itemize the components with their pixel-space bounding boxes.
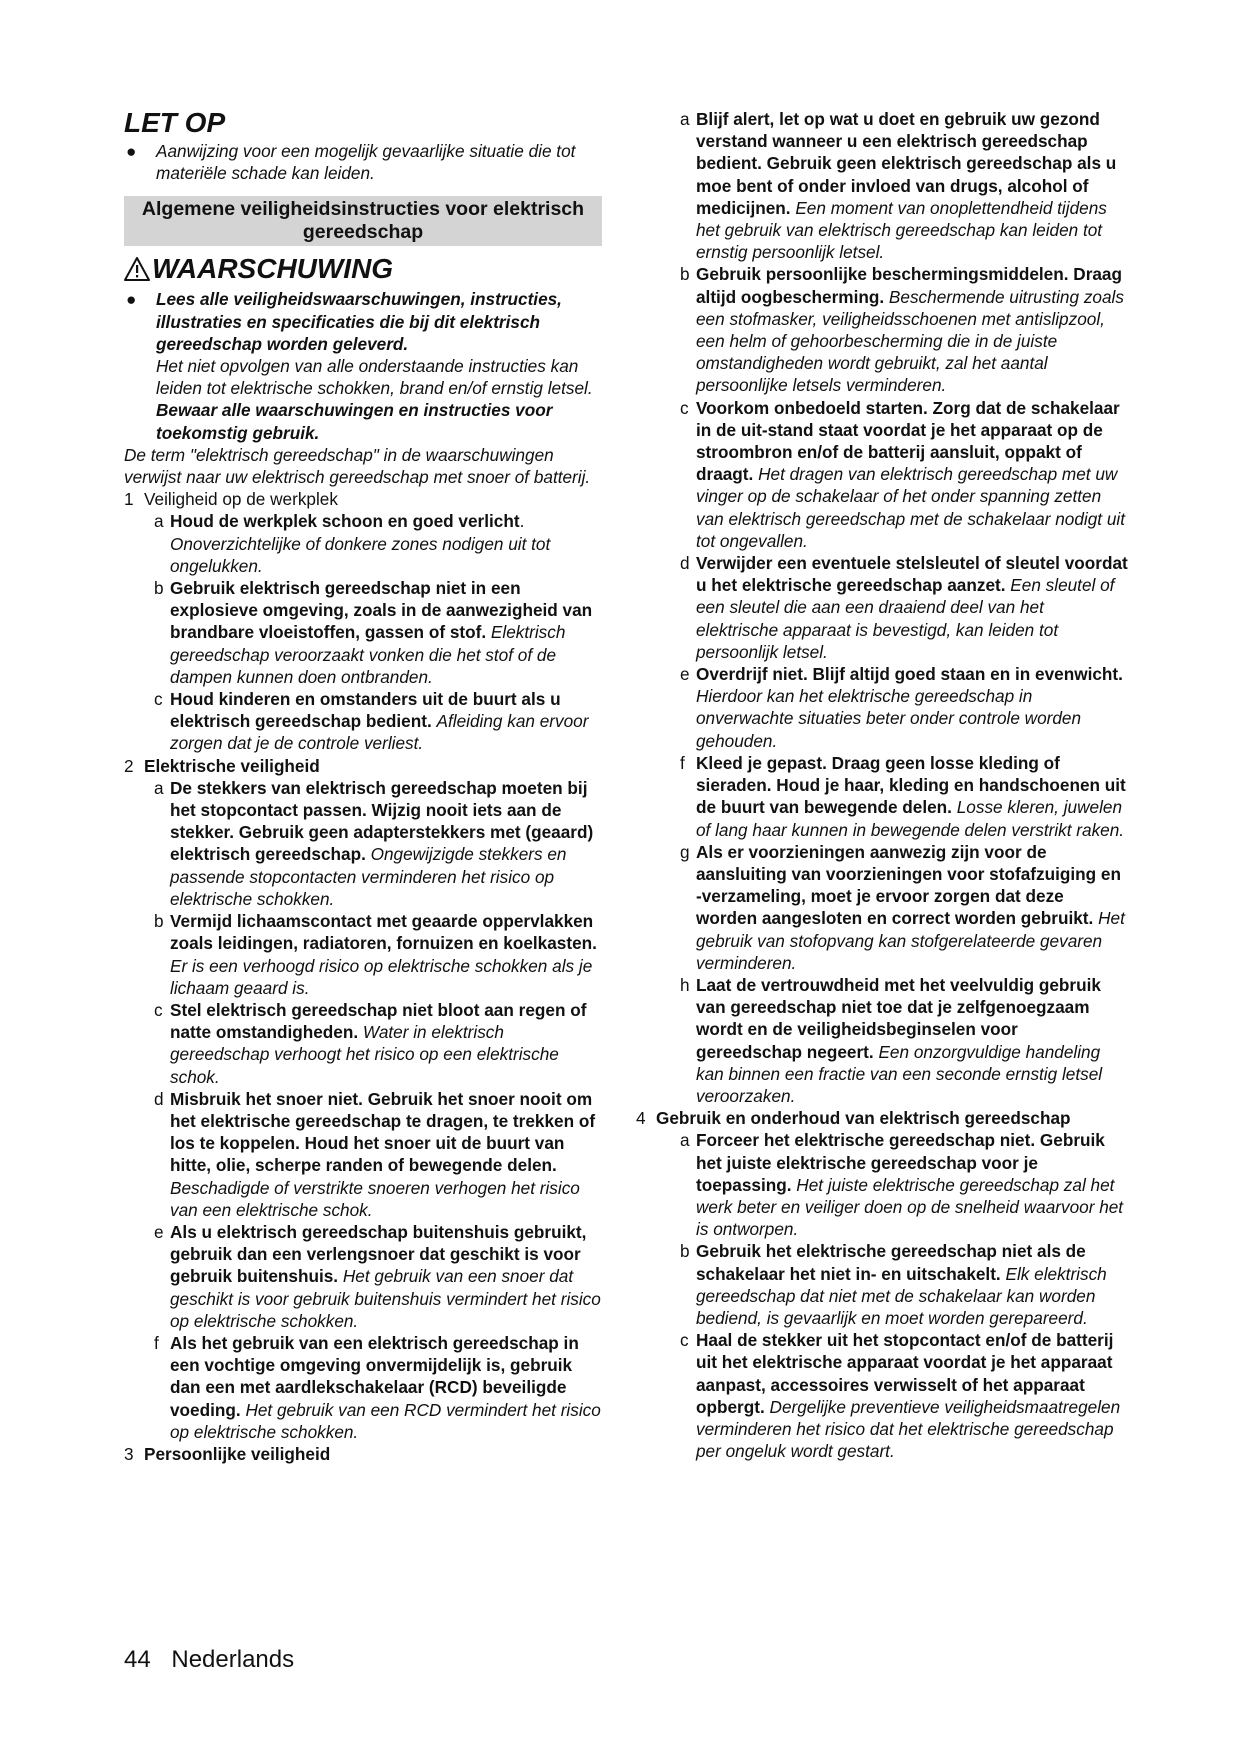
item-italic-text: Het juiste elektrische gereedschap zal het werk beter en veiliger doen op de snelheid waarvoor het is ontworpen. — [696, 1174, 1124, 1240]
warning-normal-text: Het niet opvolgen van alle onderstaande instructies kan leiden tot elektrische schokken, brand en/of ernstig letsel. — [156, 356, 593, 399]
item-letter: b — [154, 578, 164, 599]
section-2-heading — [124, 755, 602, 777]
section-3-items — [650, 108, 1128, 1107]
warning-title-row — [124, 254, 602, 284]
item-letter: d — [680, 553, 690, 574]
item-italic-text: Het dragen van elektrisch gereedschap met uw vinger op de schakelaar of het onder spanning zetten van elektrisch gereedschap met de schakelaar nodigt uit tot ongevallen. — [696, 464, 1125, 551]
footer-language: Nederlands — [171, 1646, 295, 1673]
item-letter: e — [680, 664, 690, 685]
item-text — [696, 1240, 1128, 1329]
item-letter: b — [680, 264, 690, 285]
section-1-heading — [124, 488, 602, 510]
warning-bold-text-2: Bewaar alle waarschuwingen en instructies voor toekomstig gebruik. — [156, 400, 553, 443]
item-text — [696, 663, 1128, 752]
item-bold-text: Misbruik het snoer niet. Gebruik het snoer nooit om het elektrische gereedschap te dragen, te trekken of los te koppelen. Houd het snoer uit de buurt van hitte, olie, scherpe randen of bewegende delen. — [170, 1088, 596, 1176]
item-italic-text: Het gebruik van een RCD vermindert het risico op elektrische schokken. — [170, 1399, 601, 1442]
list-item — [650, 1329, 1128, 1462]
item-text — [696, 752, 1128, 841]
item-plain-text: . — [519, 511, 525, 532]
section-title: Persoonlijke veiligheid — [144, 1443, 331, 1464]
list-item — [650, 1129, 1128, 1240]
item-bold-text: Kleed je gepast. Draag geen losse kleding of sieraden. Houd je haar, kleding en handschoenen uit de buurt van bewegende delen. — [696, 752, 1126, 818]
list-item — [124, 777, 602, 910]
section-1-items — [124, 510, 602, 754]
item-italic-text: Het gebruik van een snoer dat geschikt is voor gebruik buitenshuis vermindert het risico op elektrische schokken. — [170, 1266, 601, 1331]
section-3-heading — [124, 1443, 602, 1465]
item-italic-text: Beschadigde of verstrikte snoeren verhogen het risico van een elektrische schok. — [170, 1177, 580, 1220]
section-number: 2 — [124, 755, 134, 776]
bullet-dot: ● — [126, 289, 137, 310]
item-text — [696, 552, 1128, 663]
item-italic-text: Losse kleren, juwelen of lang haar kunnen in bewegende delen verstrikt raken. — [696, 797, 1125, 840]
item-text — [696, 974, 1128, 1107]
warning-triangle-icon — [124, 256, 150, 282]
section-number: 1 — [124, 489, 134, 510]
item-italic-text: Water in elektrisch gereedschap verhoogt het risico op een elektrische schok. — [170, 1022, 559, 1087]
item-text — [696, 841, 1128, 974]
section-title: Gebruik en onderhoud van elektrisch gereedschap — [656, 1108, 1071, 1129]
item-text — [696, 1329, 1128, 1462]
item-bold-text: Gebruik elektrisch gereedschap niet in een explosieve omgeving, zoals in de aanwezigheid van brandbare vloeistoffen, gassen of stof. — [170, 578, 593, 643]
item-text — [170, 777, 602, 910]
item-italic-text: Een moment van onoplettendheid tijdens het gebruik van elektrisch gereedschap kan leiden tot ernstig persoonlijk letsel. — [696, 197, 1107, 263]
item-letter: g — [680, 841, 690, 862]
item-letter: d — [154, 1088, 164, 1109]
page-number: 44 — [124, 1646, 151, 1673]
list-item — [650, 552, 1128, 663]
item-text — [170, 1088, 602, 1221]
item-bold-text: Gebruik persoonlijke beschermingsmiddelen. Draag altijd oogbescherming. — [696, 264, 1122, 307]
item-letter: f — [154, 1332, 159, 1353]
item-italic-text: Beschermende uitrusting zoals een stofmasker, veiligheidsschoenen met antislipzool, een helm of gehoorbescherming die in de juiste omstandigheden wordt gebruikt, zal het aantal persoonlijke letsels verminderen. — [696, 286, 1124, 396]
section-header: Algemene veiligheidsinstructies voor elektrisch gereedschap — [124, 196, 602, 246]
letop-bullet-row — [124, 140, 602, 184]
item-bold-text: Haal de stekker uit het stopcontact en/of de batterij uit het elektrische apparaat voordat je het apparaat aanpast, accessoires verwisselt of het apparaat opbergt. — [696, 1330, 1114, 1417]
list-item — [124, 510, 602, 577]
item-bold-text: Vermijd lichaamscontact met geaarde oppervlakken zoals leidingen, radiatoren, fornuizen en koelkasten. — [170, 911, 597, 954]
item-text — [170, 999, 602, 1088]
list-item — [650, 1240, 1128, 1329]
warning-bold-text: Lees alle veiligheidswaarschuwingen, instructies, illustraties en specificaties die bij dit elektrisch gereedschap worden geleverd. — [156, 289, 562, 354]
item-text — [170, 910, 602, 999]
item-letter: c — [680, 397, 689, 418]
page-footer — [124, 1646, 294, 1674]
section-4-heading — [636, 1107, 1128, 1129]
item-bold-text: Laat de vertrouwdheid met het veelvuldig gebruik van gereedschap niet toe dat je zelfgenoegzaam wordt en de veiligheidsbeginselen voor gereedschap negeert. — [696, 974, 1101, 1062]
item-italic-text: Elektrisch gereedschap veroorzaakt vonken die het stof of de dampen kunnen doen ontbranden. — [170, 622, 566, 687]
item-bold-text: Voorkom onbedoeld starten. Zorg dat de schakelaar in de uit-stand staat voordat je het apparaat op de stroombron en/of de batterij aansluit, oppakt of draagt. — [696, 397, 1120, 485]
item-letter: f — [680, 752, 685, 773]
item-bold-text: Stel elektrisch gereedschap niet bloot aan regen of natte omstandigheden. — [170, 999, 587, 1043]
item-italic-text: Hierdoor kan het elektrische gereedschap in onverwachte situaties beter onder controle worden gehouden. — [696, 686, 1082, 751]
letop-title: LET OP — [124, 107, 226, 138]
item-italic-text: Onoverzichtelijke of donkere zones nodigen uit tot ongelukken. — [170, 533, 551, 576]
section-number: 4 — [636, 1108, 646, 1129]
item-letter: c — [154, 999, 163, 1020]
warning-bullet-text — [156, 288, 602, 443]
item-italic-text: Afleiding kan ervoor zorgen dat je de controle verliest. — [170, 711, 589, 754]
item-letter: a — [154, 511, 164, 532]
item-italic-text: Het gebruik van stofopvang kan stofgerelateerde gevaren verminderen. — [696, 908, 1125, 973]
warning-bullet-row — [124, 288, 602, 443]
item-letter: b — [680, 1241, 690, 1262]
list-item — [650, 663, 1128, 752]
item-bold-text: Houd kinderen en omstanders uit de buurt als u elektrisch gereedschap bedient. — [170, 689, 561, 732]
list-item — [650, 263, 1128, 396]
item-bold-text: Als het gebruik van een elektrisch gereedschap in een vochtige omgeving onvermijdelijk is, gebruik dan een met aardlekschakelaar (RCD) beveiligde voeding. — [170, 1332, 579, 1420]
section-title: Elektrische veiligheid — [144, 755, 320, 776]
item-letter: a — [680, 109, 690, 129]
item-bold-text: Verwijder een eventuele stelsleutel of sleutel voordat u het elektrische gereedschap aanzet. — [696, 553, 1128, 596]
item-italic-text: Elk elektrisch gereedschap dat niet met de schakelaar kan worden bediend, is gevaarlijk en moet worden gerepareerd. — [696, 1263, 1107, 1328]
item-text — [696, 397, 1128, 552]
list-item — [650, 108, 1128, 263]
warning-title: WAARSCHUWING — [152, 253, 394, 285]
list-item — [124, 999, 602, 1088]
item-italic-text: Dergelijke preventieve veiligheidsmaatregelen verminderen het risico dat het elektrische gereedschap per ongeluk wordt gestart. — [696, 1396, 1121, 1462]
item-text — [696, 1129, 1128, 1240]
item-bold-text: Houd de werkplek schoon en goed verlicht — [170, 511, 520, 532]
item-bold-text: Als u elektrisch gereedschap buitenshuis gebruikt, gebruik dan een verlengsnoer dat geschikt is voor gebruik buitenshuis. — [170, 1221, 587, 1287]
list-item — [124, 688, 602, 755]
list-item — [650, 841, 1128, 974]
list-item — [124, 1332, 602, 1443]
item-letter: h — [680, 974, 690, 995]
item-letter: a — [154, 777, 164, 798]
item-letter: e — [154, 1221, 164, 1242]
bullet-dot: ● — [126, 141, 137, 161]
list-item — [124, 910, 602, 999]
right-column — [636, 108, 1128, 1462]
item-letter: c — [680, 1330, 689, 1351]
item-italic-text: Een onzorgvuldige handeling kan binnen een fractie van een seconde ernstig letsel veroorzaken. — [696, 1041, 1103, 1106]
item-text — [696, 263, 1128, 396]
list-item — [124, 577, 602, 688]
item-text — [170, 1332, 602, 1443]
item-letter: a — [680, 1130, 690, 1151]
term-text: De term "elektrisch gereedschap" in de waarschuwingen verwijst naar uw elektrisch gereedschap met snoer of batterij. — [124, 444, 591, 488]
list-item — [650, 397, 1128, 552]
item-text — [170, 577, 602, 688]
item-bold-text: Blijf alert, let op wat u doet en gebruik uw gezond verstand wanneer u een elektrisch gereedschap bedient. Gebruik geen elektrisch gereedschap als u moe bent of onder invloed van drugs, alcohol of medicijnen. — [696, 109, 1117, 218]
item-bold-text: De stekkers van elektrisch gereedschap moeten bij het stopcontact passen. Wijzig nooit iets aan de stekker. Gebruik geen adapterstekkers met (geaard) elektrisch gereedschap. — [170, 777, 594, 865]
list-item — [124, 1221, 602, 1332]
item-bold-text: Forceer het elektrische gereedschap niet. Gebruik het juiste elektrische gereedschap voor je toepassing. — [696, 1130, 1105, 1195]
item-text — [170, 688, 602, 755]
item-italic-text: Een sleutel of een sleutel die aan een draaiend deel van het elektrische apparaat is bevestigd, kan leiden tot persoonlijk letsel. — [696, 575, 1115, 662]
left-column — [124, 108, 602, 1465]
list-item — [650, 752, 1128, 841]
item-letter: b — [154, 911, 164, 932]
item-bold-text: Als er voorzieningen aanwezig zijn voor de aansluiting van voorzieningen voor stofafzuiging en -verzameling, moet je ervoor zorgen dat deze worden aangesloten en correct worden gebruikt. — [696, 841, 1121, 929]
item-italic-text: Er is een verhoogd risico op elektrische schokken als je lichaam geaard is. — [170, 955, 593, 998]
item-text — [170, 510, 602, 577]
letop-bullet-text: Aanwijzing voor een mogelijk gevaarlijke situatie die tot materiële schade kan leiden. — [156, 141, 576, 184]
item-italic-text: Ongewijzigde stekkers en passende stopcontacten verminderen het risico op elektrische schokken. — [170, 844, 567, 909]
section-4-items — [650, 1129, 1128, 1462]
item-bold-text: Gebruik het elektrische gereedschap niet als de schakelaar het niet in- en uitschakelt. — [696, 1241, 1086, 1284]
item-letter: c — [154, 689, 163, 710]
section-number: 3 — [124, 1443, 134, 1464]
item-text — [170, 1221, 602, 1332]
section-2-items — [124, 777, 602, 1443]
item-text — [696, 108, 1128, 263]
list-item — [124, 1088, 602, 1221]
section-title: Veiligheid op de werkplek — [144, 489, 338, 510]
list-item — [650, 974, 1128, 1107]
item-bold-text: Overdrijf niet. Blijf altijd goed staan en in evenwicht. — [696, 664, 1123, 685]
